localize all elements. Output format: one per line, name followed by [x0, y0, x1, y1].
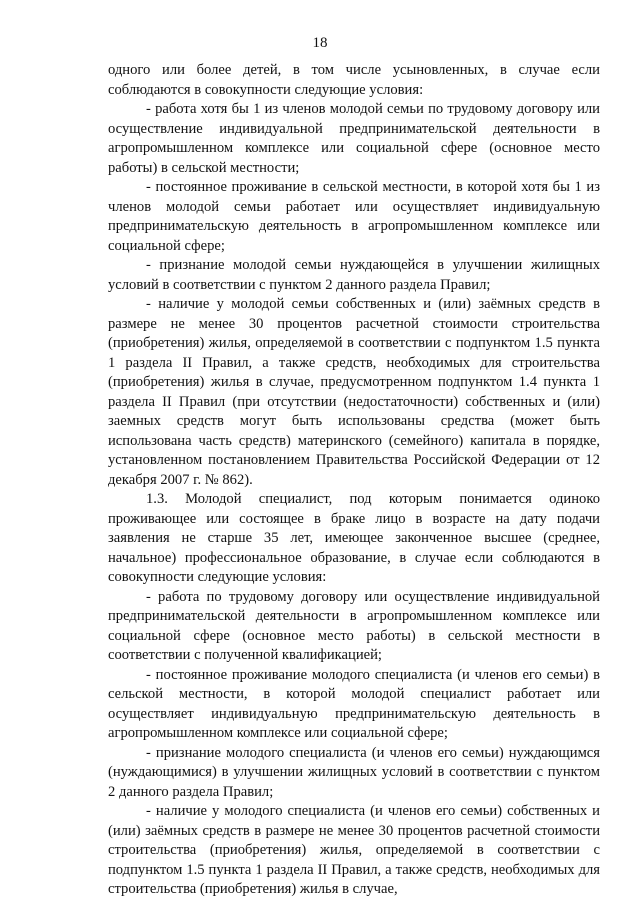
paragraph-2: - работа хотя бы 1 из членов молодой семьи по трудовому договору или осуществление индивидуальной предпринимательской деятельности в агропромышленном комплексе или социальной сфере (основное место работы) в сельской местности; — [108, 101, 600, 176]
page-number: 18 — [312, 35, 328, 51]
paragraph-4: - признание молодой семьи нуждающейся в улучшении жилищных условий в соответствии с пунктом 2 данного раздела Правил; — [108, 257, 600, 293]
paragraph-3: - постоянное проживание в сельской местности, в которой хотя бы 1 из членов молодой семьи работает или осуществляет индивидуальную предпринимательскую деятельность в агропромышленном комплексе или социальной сфере; — [108, 179, 600, 254]
paragraph-9: - признание молодого специалиста (и членов его семьи) нуждающимся (нуждающимися) в улучшении жилищных условий в соответствии с пунктом 2 данного раздела Правил; — [108, 744, 600, 800]
document-body — [108, 61, 600, 900]
paragraph-5: - наличие у молодой семьи собственных и (или) заёмных средств в размере не менее 30 процентов расчетной стоимости строительства (приобретения) жилья, определяемой в соответствии с подпунктом 1.5 пункта 1 раздела II Правил, а также средств, необходимых для строительства (приобретения) жилья в случае, предусмотренном подпунктом 1.4 пункта 1 раздела II Правил (при отсутствии (недостаточности) собственных и (или) заемных средств могут быть использованы средства (может быть использована часть средств) материнского (семейного) капитала в порядке, установленном постановлением Правительства Российской Федерации от 12 декабря 2007 г. № 862). — [108, 296, 600, 488]
paragraph-1: одного или более детей, в том числе усыновленных, в случае если соблюдаются в совокупности следующие условия: — [108, 62, 600, 98]
paragraph-6: 1.3. Молодой специалист, под которым понимается одиноко проживающее или состоящее в браке лицо в возрасте на дату подачи заявления не старше 35 лет, имеющее законченное высшее (среднее, начальное) профессиональное образование, в случае если соблюдаются в совокупности следующие условия: — [108, 491, 600, 585]
paragraph-8: - постоянное проживание молодого специалиста (и членов его семьи) в сельской местности, в которой молодой специалист работает или осуществляет индивидуальную предпринимательскую деятельность в агропромышленном комплексе или социальной сфере; — [108, 666, 600, 741]
paragraph-7: - работа по трудовому договору или осуществление индивидуальной предпринимательской деятельности в агропромышленном комплексе или социальной сфере (основное место работы) в сельской местности в соответствии с полученной квалификацией; — [108, 588, 600, 663]
paragraph-10: - наличие у молодого специалиста (и членов его семьи) собственных и (или) заёмных средств в размере не менее 30 процентов расчетной стоимости строительства (приобретения) жилья, определяемой в соответствии с подпунктом 1.5 пункта 1 раздела II Правил, а также средств, необходимых для строительства (приобретения) жилья в случае, — [108, 803, 600, 897]
